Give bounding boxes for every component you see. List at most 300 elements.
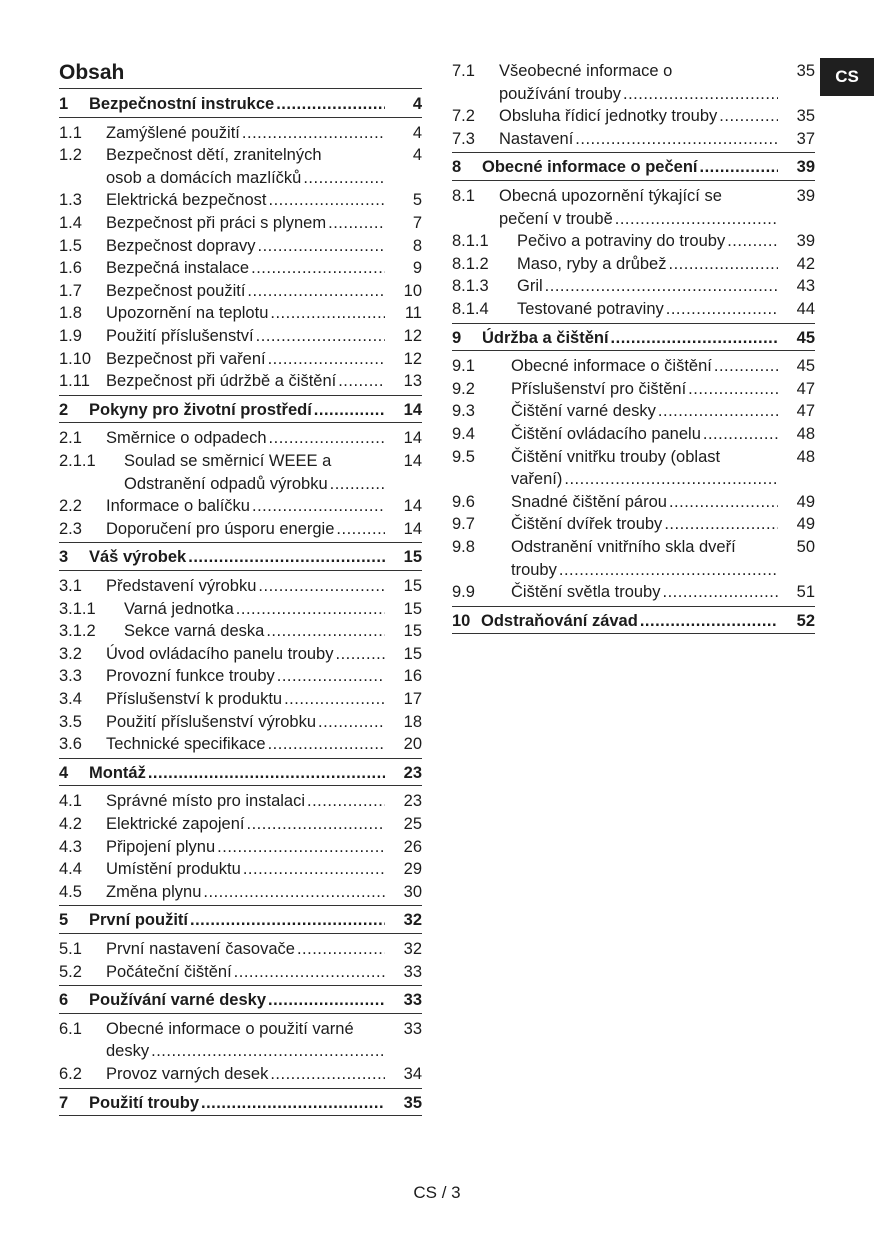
toc-page-number: 15 xyxy=(403,599,422,618)
leader-dots xyxy=(575,128,778,150)
leader-dots xyxy=(714,355,778,377)
toc-entry-text: Příslušenství pro čištění xyxy=(511,379,687,398)
leader-dots xyxy=(668,253,778,275)
toc-entry-title xyxy=(89,399,385,421)
leader-dots xyxy=(338,370,385,392)
toc-entry-title xyxy=(517,298,778,320)
toc-entry-number: 4.4 xyxy=(59,860,82,879)
toc-entry-continuation[interactable] xyxy=(59,1040,422,1062)
toc-entry[interactable] xyxy=(59,575,422,597)
toc-entry[interactable] xyxy=(59,938,422,960)
leader-dots xyxy=(336,518,385,540)
toc-page-number: 35 xyxy=(796,107,815,126)
leader-dots xyxy=(217,836,385,858)
toc-page-number: 14 xyxy=(403,452,422,470)
toc-entry[interactable] xyxy=(59,688,422,710)
toc-entry-text: Počáteční čištění xyxy=(106,962,232,981)
leader-dots xyxy=(623,83,778,105)
section-divider xyxy=(59,1088,422,1089)
toc-entry-text: Odstraňování závad xyxy=(481,611,638,630)
toc-entry[interactable] xyxy=(59,1063,422,1085)
toc-entry-number: 5 xyxy=(59,911,69,930)
leader-dots xyxy=(669,491,778,513)
toc-entry-number: 9 xyxy=(452,328,462,347)
section-divider xyxy=(59,933,422,934)
toc-entry-text: Obecné informace o čištění xyxy=(511,357,712,376)
toc-entry-number: 6.1 xyxy=(59,1019,82,1038)
toc-entry-number: 7 xyxy=(59,1093,69,1112)
toc-entry-number: 5.2 xyxy=(59,962,82,981)
page-number-footer: CS / 3 xyxy=(413,1183,461,1202)
toc-entry-text: Varná jednotka xyxy=(124,599,234,618)
toc-entry[interactable] xyxy=(59,495,422,517)
toc-page-number: 47 xyxy=(796,379,815,398)
leader-dots xyxy=(336,643,386,665)
toc-entry-text: Umístění produktu xyxy=(106,860,241,879)
toc-entry-title xyxy=(481,610,778,632)
toc-entry-title xyxy=(106,790,385,812)
title-divider xyxy=(59,88,422,89)
toc-page-number: 23 xyxy=(403,792,422,811)
toc-entry-text: Snadné čištění párou xyxy=(511,492,667,511)
leader-dots xyxy=(276,93,385,115)
toc-entry[interactable] xyxy=(452,536,815,558)
toc-entry[interactable] xyxy=(59,348,422,370)
leader-dots xyxy=(307,790,385,812)
toc-chapter-entry[interactable] xyxy=(59,93,422,115)
leader-dots xyxy=(727,230,778,252)
section-divider xyxy=(59,985,422,986)
toc-entry-text: Provozní funkce trouby xyxy=(106,667,275,686)
toc-entry[interactable] xyxy=(452,253,815,275)
leader-dots xyxy=(268,989,385,1011)
toc-entry[interactable] xyxy=(452,513,815,535)
toc-page-number: 50 xyxy=(796,538,815,556)
toc-entry-title xyxy=(511,378,778,400)
toc-entry-title xyxy=(511,491,778,513)
toc-entry[interactable] xyxy=(452,105,815,127)
toc-entry[interactable] xyxy=(59,813,422,835)
leader-dots xyxy=(277,665,385,687)
toc-entry-continuation[interactable] xyxy=(452,208,815,230)
toc-entry-number: 6 xyxy=(59,991,69,1010)
toc-entry-text: Použití příslušenství výrobku xyxy=(106,712,317,731)
leader-dots xyxy=(719,105,778,127)
toc-entry[interactable] xyxy=(452,581,815,603)
toc-entry-number: 3.3 xyxy=(59,667,82,686)
toc-entry-text: Údržba a čištění xyxy=(482,328,609,347)
toc-page-number: 45 xyxy=(796,328,815,347)
toc-entry-number: 3.1.2 xyxy=(59,622,96,641)
toc-entry-number: 3.6 xyxy=(59,735,82,754)
leader-dots xyxy=(236,598,385,620)
toc-entry-title xyxy=(517,253,778,275)
toc-entry-number: 2.1 xyxy=(59,429,82,448)
toc-page-number: 32 xyxy=(403,911,422,930)
toc-entry[interactable] xyxy=(59,257,422,279)
toc-entry-title xyxy=(89,762,385,784)
toc-entry-text: Připojení plynu xyxy=(106,837,216,856)
leader-dots xyxy=(188,546,385,568)
toc-entry-title xyxy=(499,208,778,230)
toc-entry-text: Bezpečnost dopravy xyxy=(106,236,256,255)
toc-entry-number: 3.4 xyxy=(59,690,82,708)
toc-chapter-entry[interactable] xyxy=(59,1092,422,1114)
toc-entry-continuation[interactable] xyxy=(59,473,422,495)
toc-entry[interactable] xyxy=(59,302,422,324)
toc-entry-text: desky xyxy=(106,1042,150,1061)
toc-entry-number: 9.8 xyxy=(452,538,475,556)
toc-entry[interactable] xyxy=(59,790,422,812)
toc-entry[interactable] xyxy=(59,836,422,858)
toc-entry[interactable] xyxy=(452,446,815,468)
toc-entry-number: 9.3 xyxy=(452,402,475,421)
toc-entry-continuation[interactable] xyxy=(59,167,422,189)
toc-entry-title xyxy=(124,450,385,472)
toc-entry-text: Informace o balíčku xyxy=(106,497,250,516)
toc-page-number: 23 xyxy=(403,763,422,782)
toc-entry-title xyxy=(106,167,385,189)
toc-entry-number: 4.5 xyxy=(59,882,82,901)
toc-page-number: 33 xyxy=(403,962,422,981)
language-tab: CS xyxy=(820,58,874,96)
toc-entry-continuation[interactable] xyxy=(452,468,815,490)
leader-dots xyxy=(318,711,385,733)
toc-entry-title xyxy=(517,230,778,252)
section-divider xyxy=(59,117,422,118)
toc-entry[interactable] xyxy=(59,212,422,234)
toc-page-number: 48 xyxy=(796,425,815,443)
toc-page-number: 37 xyxy=(796,129,815,148)
toc-page-number: 15 xyxy=(403,548,422,567)
toc-entry-number: 8 xyxy=(452,158,462,177)
toc-page-number: 30 xyxy=(403,882,422,901)
leader-dots xyxy=(256,325,385,347)
toc-entry-title xyxy=(511,559,778,581)
toc-entry-continuation[interactable] xyxy=(452,559,815,581)
toc-entry[interactable] xyxy=(59,518,422,540)
toc-page-number: 25 xyxy=(403,815,422,833)
toc-entry-title xyxy=(89,1092,385,1114)
toc-entry-text: Představení výrobku xyxy=(106,577,257,595)
toc-entry[interactable] xyxy=(452,230,815,252)
toc-entry-text: pečení v troubě xyxy=(499,209,613,228)
toc-entry-title xyxy=(499,185,778,207)
toc-entry-title xyxy=(511,355,778,377)
toc-entry-title xyxy=(106,1040,385,1062)
toc-page-number: 12 xyxy=(403,349,422,368)
toc-chapter-entry[interactable] xyxy=(452,156,815,178)
toc-entry[interactable] xyxy=(59,235,422,257)
toc-entry-title xyxy=(106,665,385,687)
toc-entry-text: Čištění vnitřku trouby (oblast xyxy=(511,447,721,466)
toc-entry[interactable] xyxy=(59,620,422,642)
toc-chapter-entry[interactable] xyxy=(59,546,422,568)
toc-entry-text: Všeobecné informace o xyxy=(499,62,673,80)
toc-entry-number: 2.2 xyxy=(59,497,82,516)
toc-entry-title xyxy=(106,733,385,755)
toc-entry[interactable] xyxy=(452,355,815,377)
toc-entry[interactable] xyxy=(452,275,815,297)
toc-entry[interactable] xyxy=(59,450,422,472)
toc-entry[interactable] xyxy=(452,423,815,445)
leader-dots xyxy=(328,212,385,234)
toc-entry-number: 4.3 xyxy=(59,837,82,856)
toc-chapter-entry[interactable] xyxy=(59,762,422,784)
toc-entry-text: Správné místo pro instalaci xyxy=(106,792,306,811)
toc-page-number: 14 xyxy=(403,400,422,419)
toc-entry[interactable] xyxy=(452,128,815,150)
toc-entry-number: 4.1 xyxy=(59,792,82,811)
toc-page-number: 20 xyxy=(403,735,422,754)
toc-entry[interactable] xyxy=(59,144,422,166)
toc-entry-title xyxy=(106,688,385,710)
toc-entry-text: osob a domácích mazlíčků xyxy=(106,168,302,187)
toc-entry-title xyxy=(106,495,385,517)
toc-entry-text: Odstranění vnitřního skla dveří xyxy=(511,538,736,556)
toc-entry-number: 4.2 xyxy=(59,815,82,833)
leader-dots xyxy=(151,1040,385,1062)
leader-dots xyxy=(252,495,385,517)
toc-page-number: 7 xyxy=(412,214,422,232)
toc-entry-title xyxy=(499,128,778,150)
toc-entry-number: 5.1 xyxy=(59,940,82,958)
toc-entry-text: Obecné informace o použití varné xyxy=(106,1019,354,1038)
section-divider xyxy=(59,1013,422,1014)
toc-entry[interactable] xyxy=(452,185,815,207)
toc-entry-text: Použití trouby xyxy=(89,1093,199,1112)
leader-dots xyxy=(564,468,778,490)
toc-entry-text: První použití xyxy=(89,911,188,930)
toc-entry-text: Úvod ovládacího panelu trouby xyxy=(106,644,334,663)
section-divider xyxy=(452,180,815,181)
toc-entry-text: Bezpečnost dětí, zranitelných xyxy=(106,146,322,165)
toc-entry-title xyxy=(511,536,778,558)
leader-dots xyxy=(611,327,778,349)
toc-entry-continuation[interactable] xyxy=(452,83,815,105)
leader-dots xyxy=(658,400,778,422)
section-divider xyxy=(452,350,815,351)
toc-entry-text: Použití příslušenství xyxy=(106,327,254,345)
leader-dots xyxy=(297,938,385,960)
toc-page-number: 52 xyxy=(796,611,815,630)
toc-entry-text: Bezpečnost při vaření xyxy=(106,349,266,368)
toc-page-number: 9 xyxy=(412,259,422,278)
toc-page-number: 16 xyxy=(403,667,422,686)
toc-entry-number: 7.1 xyxy=(452,62,475,80)
toc-entry-title xyxy=(106,1018,385,1040)
leader-dots xyxy=(330,473,385,495)
section-divider xyxy=(452,606,815,607)
toc-entry[interactable] xyxy=(59,881,422,903)
toc-page-number: 39 xyxy=(796,158,815,177)
leader-dots xyxy=(258,235,385,257)
toc-entry-text: Bezpečná instalace xyxy=(106,259,250,278)
toc-page-number: 48 xyxy=(796,447,815,466)
toc-page-number: 5 xyxy=(412,191,422,210)
toc-entry[interactable] xyxy=(59,733,422,755)
toc-page-number: 29 xyxy=(403,860,422,879)
toc-page-number: 45 xyxy=(796,357,815,376)
toc-entry-text: Používání varné desky xyxy=(89,991,266,1010)
toc-entry-number: 9.5 xyxy=(452,447,475,466)
leader-dots xyxy=(664,513,778,535)
toc-entry[interactable] xyxy=(452,298,815,320)
toc-entry-number: 2.1.1 xyxy=(59,452,96,470)
toc-entry-number: 7.2 xyxy=(452,107,475,126)
toc-entry-number: 1.5 xyxy=(59,236,82,255)
toc-page-number: 39 xyxy=(796,232,815,251)
toc-chapter-entry[interactable] xyxy=(59,909,422,931)
toc-entry-text: Zamýšlené použití xyxy=(106,123,240,142)
toc-entry-number: 1 xyxy=(59,95,69,113)
toc-entry-text: Testované potraviny xyxy=(517,300,664,318)
toc-entry-title xyxy=(511,513,778,535)
toc-entry[interactable] xyxy=(452,378,815,400)
toc-entry[interactable] xyxy=(452,60,815,82)
toc-entry-number: 9.4 xyxy=(452,425,475,443)
toc-entry-text: Pečivo a potraviny do trouby xyxy=(517,232,726,251)
toc-entry-number: 1.1 xyxy=(59,123,82,142)
toc-entry-title xyxy=(482,327,778,349)
section-divider xyxy=(59,785,422,786)
toc-entry-number: 9.9 xyxy=(452,583,475,602)
toc-entry-text: vaření) xyxy=(511,470,563,489)
toc-entry-number: 3 xyxy=(59,548,69,567)
toc-entry-title xyxy=(482,156,778,178)
toc-entry-number: 3.5 xyxy=(59,712,82,731)
toc-page-number: 39 xyxy=(796,187,815,205)
toc-entry-title xyxy=(499,83,778,105)
leader-dots xyxy=(268,348,385,370)
toc-entry[interactable] xyxy=(59,280,422,302)
toc-entry-number: 9.1 xyxy=(452,357,475,376)
toc-page-number: 11 xyxy=(404,304,422,323)
toc-page-number: 49 xyxy=(796,492,815,511)
toc-entry-text: Bezpečnost při údržbě a čištění xyxy=(106,372,337,391)
toc-entry-title xyxy=(106,961,385,983)
toc-entry[interactable] xyxy=(452,491,815,513)
toc-entry-text: používání trouby xyxy=(499,84,621,103)
toc-entry-title xyxy=(106,122,385,144)
toc-entry[interactable] xyxy=(59,427,422,449)
toc-entry-number: 1.4 xyxy=(59,214,82,232)
toc-entry-title xyxy=(106,348,385,370)
toc-entry-text: Bezpečnostní instrukce xyxy=(89,95,275,113)
leader-dots xyxy=(703,423,778,445)
section-divider xyxy=(452,323,815,324)
toc-page-number: 35 xyxy=(403,1093,422,1112)
toc-page-number: 4 xyxy=(412,146,422,165)
toc-entry-title xyxy=(106,643,385,665)
toc-entry[interactable] xyxy=(59,643,422,665)
toc-entry-title xyxy=(106,370,385,392)
section-divider xyxy=(59,570,422,571)
toc-entry[interactable] xyxy=(59,711,422,733)
toc-entry-text: trouby xyxy=(511,560,557,579)
toc-chapter-entry[interactable] xyxy=(452,327,815,349)
toc-page-number: 4 xyxy=(412,95,422,113)
toc-entry[interactable] xyxy=(59,961,422,983)
toc-entry-title xyxy=(124,598,385,620)
toc-entry-text: Sekce varná deska xyxy=(124,622,265,641)
toc-entry-title xyxy=(517,275,778,297)
leader-dots xyxy=(234,961,385,983)
toc-entry-text: Nastavení xyxy=(499,129,574,148)
toc-entry-title xyxy=(499,60,778,82)
toc-page-number: 35 xyxy=(796,62,815,80)
toc-page-number: 32 xyxy=(403,940,422,958)
toc-entry-title xyxy=(106,144,385,166)
toc-entry-text: Čištění varné desky xyxy=(511,402,656,421)
toc-chapter-entry[interactable] xyxy=(452,610,815,632)
leader-dots xyxy=(258,575,385,597)
toc-entry[interactable] xyxy=(59,189,422,211)
toc-entry-text: Změna plynu xyxy=(106,882,202,901)
toc-entry-number: 3.1 xyxy=(59,577,82,595)
toc-entry-text: Doporučení pro úsporu energie xyxy=(106,519,335,538)
toc-entry[interactable] xyxy=(59,325,422,347)
toc-entry-text: Odstranění odpadů výrobku xyxy=(124,474,328,493)
toc-entry-number: 2 xyxy=(59,400,69,419)
toc-entry-number: 9.2 xyxy=(452,379,475,398)
leader-dots xyxy=(284,688,385,710)
toc-chapter-entry[interactable] xyxy=(59,989,422,1011)
leader-dots xyxy=(699,156,778,178)
toc-entry-number: 9.6 xyxy=(452,492,475,511)
toc-page-number: 4 xyxy=(412,123,422,142)
toc-entry[interactable] xyxy=(59,665,422,687)
toc-page-number: 43 xyxy=(796,277,815,296)
leader-dots xyxy=(201,1092,385,1114)
toc-page-number: 49 xyxy=(796,515,815,534)
leader-dots xyxy=(314,399,385,421)
toc-chapter-entry[interactable] xyxy=(59,399,422,421)
toc-entry-text: Provoz varných desek xyxy=(106,1065,269,1083)
toc-page-number: 18 xyxy=(403,712,422,731)
toc-page-number: 13 xyxy=(403,372,422,391)
toc-entry-number: 3.2 xyxy=(59,644,82,663)
leader-dots xyxy=(148,762,385,784)
toc-page-number: 26 xyxy=(403,837,422,856)
toc-entry-number: 8.1.3 xyxy=(452,277,489,296)
toc-entry-title xyxy=(106,427,385,449)
toc-entry-number: 1.11 xyxy=(59,372,90,391)
toc-entry[interactable] xyxy=(59,122,422,144)
toc-entry[interactable] xyxy=(452,400,815,422)
toc-entry-title xyxy=(106,836,385,858)
toc-entry-text: Pokyny pro životní prostředí xyxy=(89,400,312,419)
toc-entry[interactable] xyxy=(59,370,422,392)
toc-entry-number: 8.1 xyxy=(452,187,475,205)
toc-entry-title xyxy=(89,546,385,568)
toc-entry[interactable] xyxy=(59,1018,422,1040)
leader-dots xyxy=(242,122,385,144)
toc-entry-title xyxy=(106,325,385,347)
leader-dots xyxy=(666,298,778,320)
toc-entry-text: První nastavení časovače xyxy=(106,940,295,958)
leader-dots xyxy=(251,257,385,279)
toc-entry-title xyxy=(106,711,385,733)
toc-entry[interactable] xyxy=(59,858,422,880)
toc-entry-text: Soulad se směrnicí WEEE a xyxy=(124,452,332,470)
toc-entry[interactable] xyxy=(59,598,422,620)
toc-page-number: 8 xyxy=(412,236,422,255)
toc-entry-title xyxy=(89,909,385,931)
toc-page-number: 47 xyxy=(796,402,815,421)
toc-page-number: 10 xyxy=(403,281,422,300)
toc-title: Obsah xyxy=(59,61,125,84)
